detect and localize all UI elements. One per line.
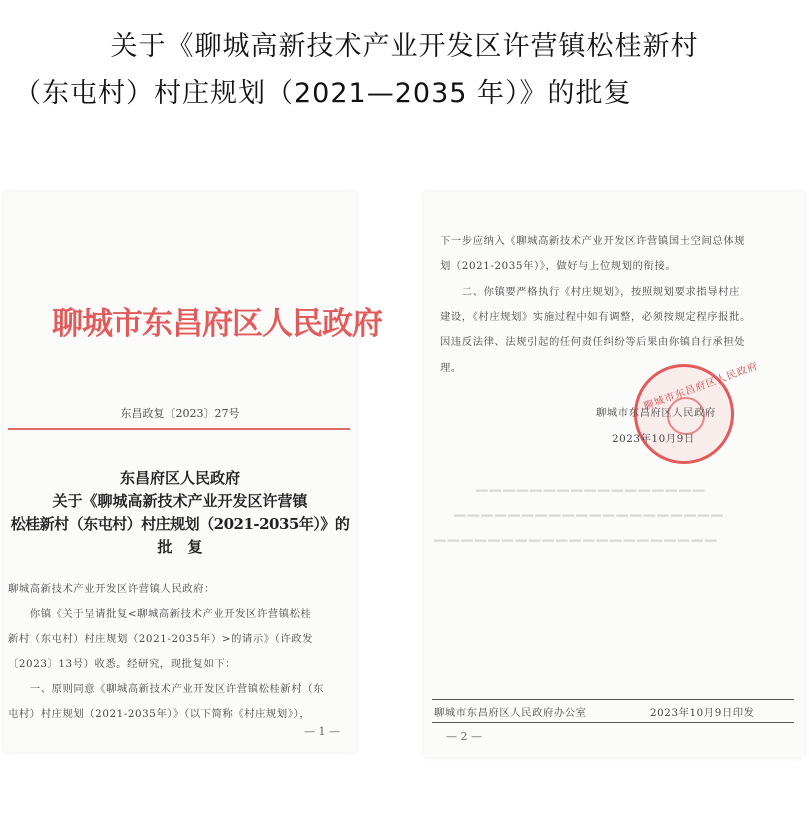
bleed-through-text: ▁▁▁▁▁▁▁▁▁▁▁▁▁▁▁▁▁ (476, 474, 707, 492)
page-number: — 1 — (304, 725, 340, 738)
body-line: 下一步应纳入《聊城高新技术产业开发区许营镇国土空间总体规 (440, 235, 746, 247)
signature-date: 2023年10月9日 (612, 433, 695, 445)
signature-organization: 聊城市东昌府区人民政府 (596, 407, 716, 419)
body-line: 建设，《村庄规划》实施过程中如有调整，必须按规定程序报批。 (440, 311, 751, 323)
title-line-2: 关于《聊城高新技术产业开发区许营镇 (52, 492, 308, 510)
title-line-3: 松桂新村（东屯村）村庄规划（2021-2035年）》的 (10, 515, 350, 533)
body-line: 聊城高新技术产业开发区许营镇人民政府： (8, 583, 216, 595)
bleed-through-text: ▁▁▁▁▁▁▁▁▁▁▁▁▁▁▁▁▁▁▁▁ (454, 499, 725, 517)
body-line: 划（2021-2035年）》，做好与上位规划的衔接。 (440, 260, 677, 272)
red-divider (8, 428, 350, 430)
page-number: — 2 — (446, 730, 482, 743)
body-line: 〔2023〕13号）收悉。经研究，现批复如下： (8, 658, 237, 670)
body-line: 因违反法律、法规引起的任何责任纠纷等后果由你镇自行承担处 (440, 336, 746, 348)
title-issuer: 东昌府区人民政府 (119, 469, 240, 487)
body-line: 你镇《关于呈请批复<聊城高新技术产业开发区许营镇松桂 (8, 608, 312, 620)
document-page-1 (4, 192, 382, 752)
document-number: 东昌政复〔2023〕27号 (120, 407, 240, 420)
issuer-letterhead: 聊城市东昌府区人民政府 (52, 306, 382, 342)
seal-text: 聊城市东昌府区人民政府 (642, 360, 760, 413)
footer-rule-bottom (432, 722, 794, 723)
bleed-through-text: ▁▁▁▁▁▁▁▁▁▁▁▁▁▁▁▁▁▁▁▁▁ (434, 524, 719, 542)
body-line: 一、原则同意《聊城高新技术产业开发区许营镇松桂新村（东 (8, 683, 325, 695)
title-reply: 批 复 (157, 538, 203, 556)
footer-rule-top (432, 699, 794, 700)
body-line: 理。 (440, 362, 462, 374)
document-page-2 (424, 192, 804, 757)
body-line: 屯村）村庄规划（2021-2035年）》（以下简称《村庄规划》）， (8, 708, 311, 720)
headline-line-2: （东屯村）村庄规划（2021—2035 年）》的批复 (14, 78, 632, 109)
footer-print-date: 2023年10月9日印发 (650, 707, 755, 719)
body-line: 新村（东屯村）村庄规划（2021-2035年）>的请示》（许政发 (8, 633, 314, 645)
body-line: 二、你镇要严格执行《村庄规划》，按照规划要求指导村庄 (440, 286, 740, 298)
footer-office: 聊城市东昌府区人民政府办公室 (434, 707, 587, 719)
headline-line-1: 关于《聊城高新技术产业开发区许营镇松桂新村 (110, 31, 699, 62)
